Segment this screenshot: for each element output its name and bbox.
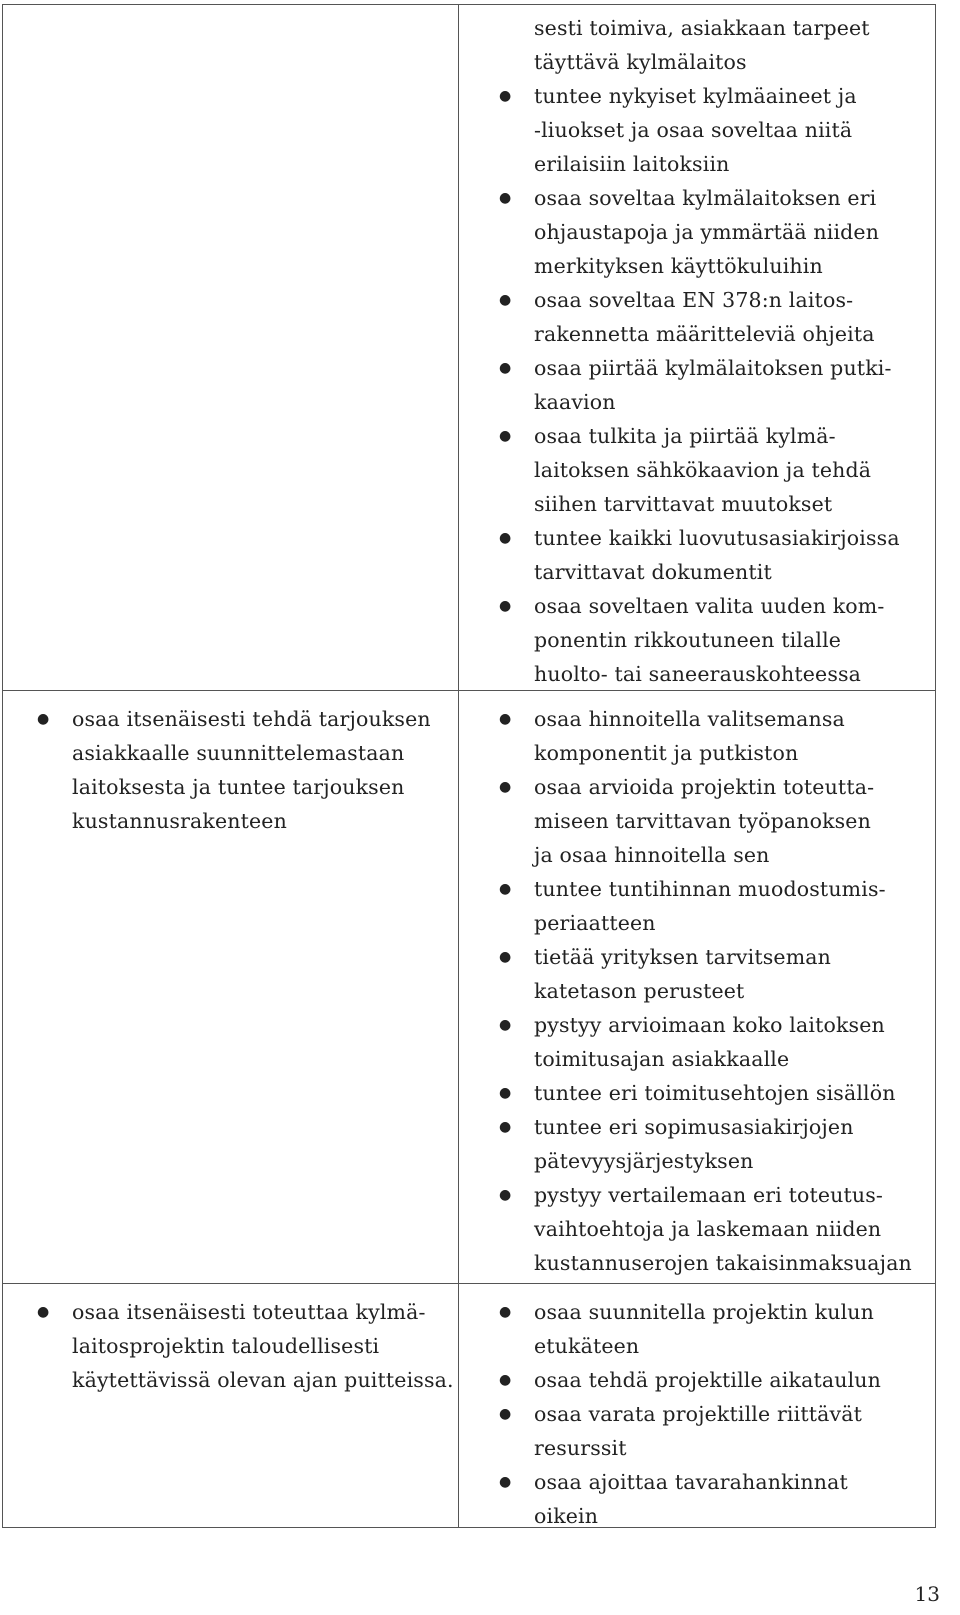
row2-right-list (494, 702, 934, 1280)
bullet-icon: ● (499, 530, 512, 546)
bullet-icon: ● (37, 1304, 50, 1320)
bullet-icon: ● (499, 1304, 512, 1320)
list-item: ● osaa soveltaen valita uuden kom- ponentin rikkoutuneen tilalle huolto- tai saneerauskohteessa (494, 589, 934, 691)
bullet-icon: ● (499, 190, 512, 206)
bullet-icon: ● (499, 428, 512, 444)
bullet-list (494, 1295, 934, 1533)
row1-right-list (494, 11, 934, 691)
bullet-icon: ● (499, 711, 512, 727)
list-item: ● tuntee tuntihinnan muodostumis- periaatteen (494, 872, 934, 940)
bullet-icon: ● (499, 881, 512, 897)
list-item: ● tietää yrityksen tarvitseman katetason perusteet (494, 940, 934, 1008)
list-item: ● osaa arvioida projektin toteutta- miseen tarvittavan työpanoksen ja osaa hinnoitella sen (494, 770, 934, 872)
bullet-icon: ● (499, 1372, 512, 1388)
bullet-icon: ● (499, 1406, 512, 1422)
bullet-list (494, 79, 934, 691)
list-item: ● osaa piirtää kylmälaitoksen putki- kaavion (494, 351, 934, 419)
list-item: ● osaa ajoittaa tavarahankinnat oikein (494, 1465, 934, 1533)
list-item: ● osaa soveltaa kylmälaitoksen eri ohjaustapoja ja ymmärtää niiden merkityksen käyttökuluihin (494, 181, 934, 283)
bullet-icon: ● (499, 1119, 512, 1135)
bullet-icon: ● (499, 598, 512, 614)
bullet-icon: ● (499, 779, 512, 795)
row2-left-list (32, 702, 462, 838)
bullet-icon: ● (499, 360, 512, 376)
bullet-icon: ● (499, 1085, 512, 1101)
bullet-icon: ● (499, 292, 512, 308)
list-item: ● osaa suunnitella projektin kulun etukäteen (494, 1295, 934, 1363)
list-item: ● tuntee eri sopimusasiakirjojen pätevyysjärjestyksen (494, 1110, 934, 1178)
bullet-list (32, 702, 462, 838)
list-item: ● osaa hinnoitella valitsemansa komponentit ja putkiston (494, 702, 934, 770)
row3-right-list (494, 1295, 934, 1533)
bullet-icon: ● (499, 1474, 512, 1490)
list-item: ● osaa tehdä projektille aikataulun (494, 1363, 934, 1397)
bullet-icon: ● (499, 88, 512, 104)
list-item: ● osaa itsenäisesti tehdä tarjouksen asiakkaalle suunnittelemastaan laitoksesta ja tuntee tarjouksen kustannusrakenteen (32, 702, 462, 838)
continuation-line: sesti toimiva, asiakkaan tarpeet (534, 16, 870, 40)
bullet-icon: ● (499, 1017, 512, 1033)
bullet-icon: ● (499, 1187, 512, 1203)
list-item: ● osaa itsenäisesti toteuttaa kylmä- laitosprojektin taloudellisesti käytettävissä olevan ajan puitteissa. (32, 1295, 462, 1397)
list-item: ● tuntee nykyiset kylmäaineet ja -liuokset ja osaa soveltaa niitä erilaisiin laitoksiin (494, 79, 934, 181)
row1-left-cell (2, 4, 458, 690)
bullet-icon: ● (37, 711, 50, 727)
row3-left-list (32, 1295, 462, 1397)
list-item: ● pystyy arvioimaan koko laitoksen toimitusajan asiakkaalle (494, 1008, 934, 1076)
list-item: ● osaa soveltaa EN 378:n laitos- rakennetta määritteleviä ohjeita (494, 283, 934, 351)
list-item: ● osaa tulkita ja piirtää kylmä- laitoksen sähkökaavion ja tehdä siihen tarvittavat muutokset (494, 419, 934, 521)
list-item: ● osaa varata projektille riittävät resurssit (494, 1397, 934, 1465)
continuation-line: täyttävä kylmälaitos (534, 50, 747, 74)
list-item: ● pystyy vertailemaan eri toteutus- vaihtoehtoja ja laskemaan niiden kustannuserojen takaisinmaksuajan (494, 1178, 934, 1280)
list-item: ● tuntee kaikki luovutusasiakirjoissa tarvittavat dokumentit (494, 521, 934, 589)
page-number: 13 (914, 1582, 940, 1606)
bullet-list (32, 1295, 462, 1397)
bullet-list (494, 702, 934, 1280)
list-item: ● tuntee eri toimitusehtojen sisällön (494, 1076, 934, 1110)
bullet-icon: ● (499, 949, 512, 965)
